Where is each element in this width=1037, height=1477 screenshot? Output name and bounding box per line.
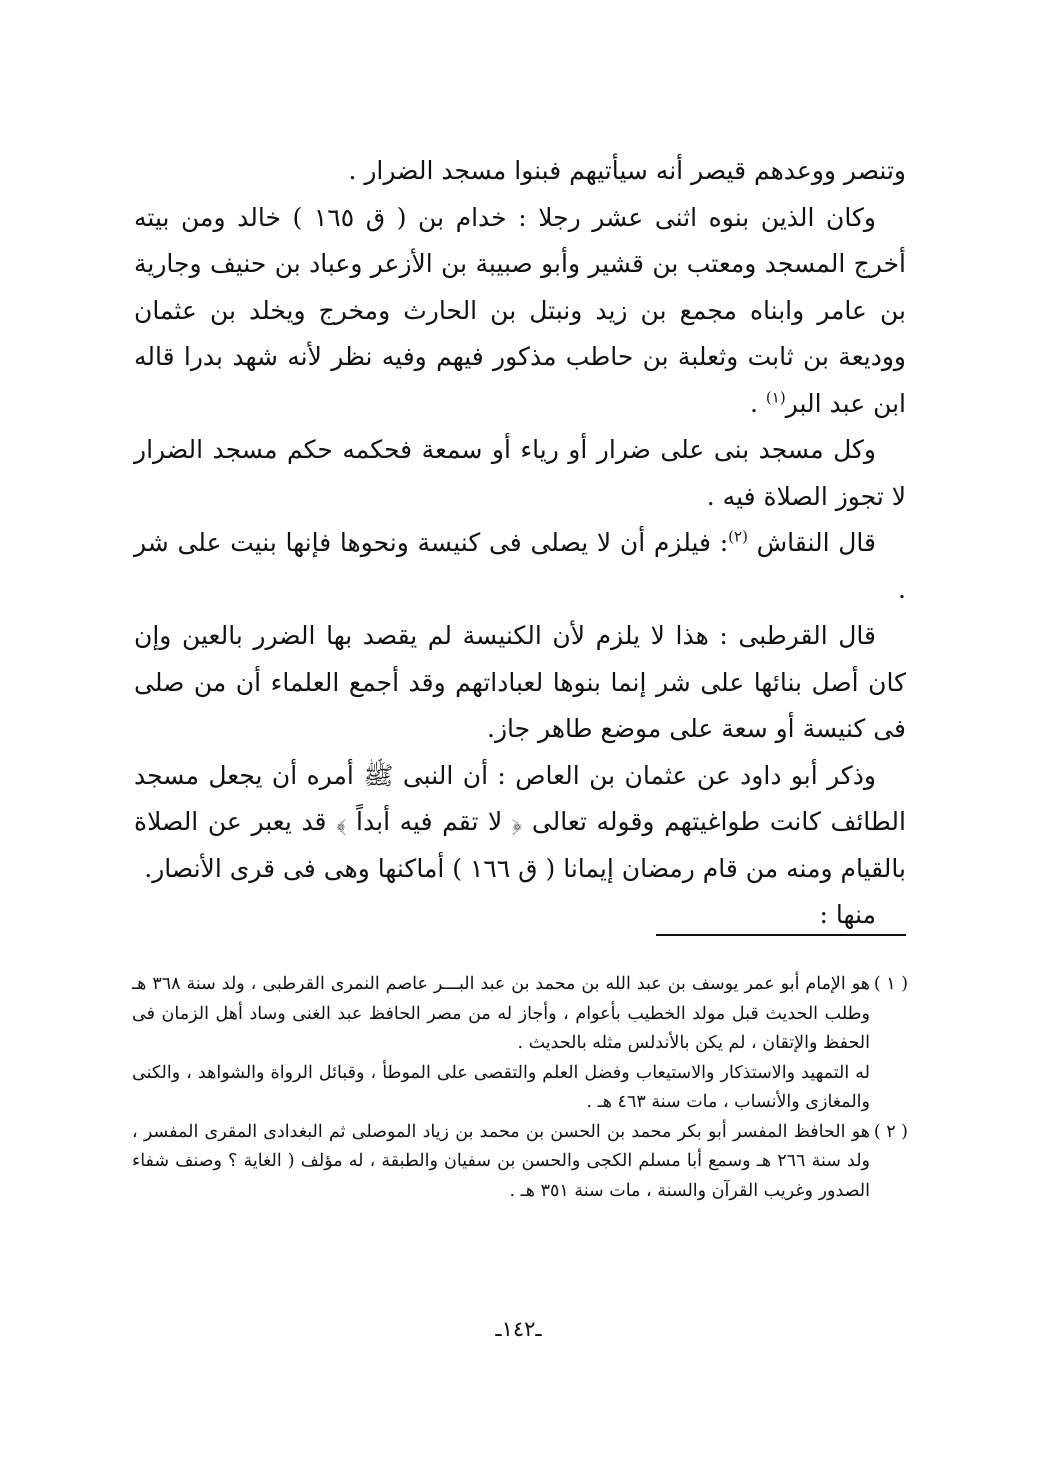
main-text — [134, 148, 906, 939]
paragraph-4 — [134, 520, 906, 613]
paragraph-3: وكل مسجد بنى على ضرار أو رياء أو سمعة فحكمه حكم مسجد الضرار لا تجوز الصلاة فيه . — [134, 435, 906, 511]
paragraph-2-tail: . — [750, 388, 766, 418]
paragraph-7: منها : — [819, 900, 876, 929]
page-number: ـ١٤٢ـ — [495, 1317, 542, 1341]
footnote-2-number: ( ٢ ) — [873, 1121, 908, 1142]
footnote-1-number: ( ١ ) — [873, 974, 909, 994]
paragraph-5: قال القرطبى : هذا لا يلزم لأن الكنيسة لم يقصد بها الضرر بالعين وإن كان أصل بنائها على شر إنما بنوها لعباداتهم وقد أجمع العلماء أن من صلى فى كنيسة أو سعة على موضع طاهر جاز. — [134, 621, 906, 743]
footnote-1 — [132, 970, 908, 1059]
footnote-ref-1: (١) — [765, 388, 786, 407]
paragraph-2-text: وكان الذين بنوه اثنى عشر رجلا : خدام بن ( ق ١٦٥ ) خالد ومن بيته أخرج المسجد ومعتب بن قشير وأبو صبيبة بن الأزعر وعباد بن حنيف وجارية بن عامر وابناه مجمع بن زيد ونبتل بن الحارث ومخرج ويخلد بن عثمان ووديعة بن ثابت وثعلبة بن حاطب مذكور فيهم وفيه نظر لأنه شهد بدرا قاله ابن عبد البر — [134, 202, 906, 418]
footnote-1-text: هو الإمام أبو عمر يوسف بن عبد الله بن محمد بن عبد البـــر عاصم النمرى القرطبى ، ولد سنة ٣٦٨ هـ وطلب الحديث قبل مولد الخطيب بأعوام ، وأجاز له من مصر الحافظ عبد الغنى وساد أهل الزمان فى الحفظ والإتقان ، لم يكن بالأندلس مثله بالحديث . — [132, 974, 871, 1053]
paragraph-4-text: فيلزم أن لا يصلى فى كنيسة ونحوها فإنها بنيت على شر . — [134, 528, 906, 604]
paragraph-4-lead: قال النقاش — [756, 528, 876, 557]
paragraph-2 — [134, 195, 906, 428]
footnotes — [132, 970, 908, 1206]
paragraph-1: وتنصر ووعدهم قيصر أنه سيأتيهم فبنوا مسجد الضرار . — [348, 156, 906, 185]
footnote-1-continuation: له التمهيد والاستذكار والاستيعاب وفضل العلم والتقصى على الموطأ ، وقبائل الرواة والشواهد ، والكنى والمغازى والأنساب ، مات سنة ٤٦٣ هـ . — [132, 1062, 870, 1112]
paragraph-6: وذكر أبو داود عن عثمان بن العاص : أن النبى ﷺ أمره أن يجعل مسجد الطائف كانت طواغيتهم وقوله تعالى ﴿ لا تقم فيه أبداً ﴾ قد يعبر عن الصلاة بالقيام ومنه من قام رمضان إيمانا ( ق ١٦٦ ) أماكنها وهى فى قرى الأنصار. — [134, 760, 906, 883]
footnote-separator — [656, 934, 906, 936]
footnote-2-text: هو الحافظ المفسر أبو بكر محمد بن الحسن بن محمد بن زياد الموصلى ثم البغدادى المقرى المفسر ، ولد سنة ٢٦٦ هـ وسمع أبا مسلم الكجى والحسن بن سفيان والطبقة ، له مؤلف ( الغاية ؟ وصنف شفاء الصدور وغريب القرآن والسنة ، مات سنة ٣٥١ هـ . — [132, 1121, 871, 1201]
paragraph-4-sep: : — [710, 528, 729, 557]
footnote-2 — [132, 1118, 908, 1207]
footnote-ref-2: (٢) — [728, 527, 748, 546]
